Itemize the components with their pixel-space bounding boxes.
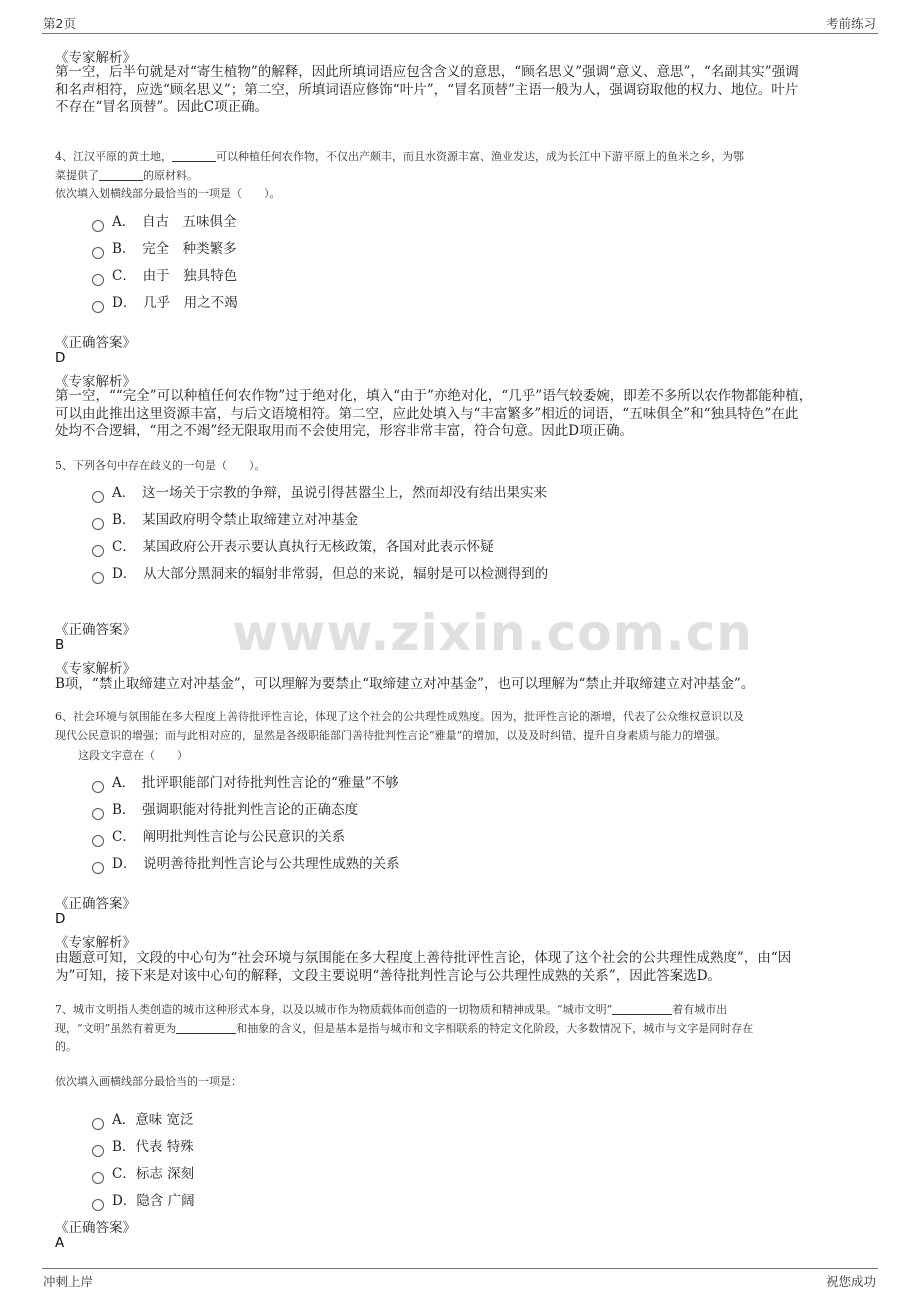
expert-analysis-label: 《专家解析》 [55,935,136,951]
radio-button-icon[interactable] [92,1199,104,1211]
radio-button-icon[interactable] [92,518,104,530]
footer-left-text: 冲刺上岸 [43,1274,94,1289]
q7-stem-text: 现，“文明”虽然有着更为 [55,1021,177,1035]
correct-answer-label: 《正确答案》 [55,622,136,638]
q4-option-c[interactable] [92,264,237,284]
analysis-line: 为”可知，接下来是对该中心句的解释，文段主要说明“善待批判性言论与公共理性成熟的关系”，因此答案选D。 [55,967,722,984]
analysis-line: 处均不合逻辑，“用之不竭”经无限取用而不会使用完，形容非常丰富，符合句意。因此D项正确。 [55,423,634,439]
radio-button-icon[interactable] [92,808,104,820]
q4-instruction: 依次填入划横线部分最恰当的一项是（ ）。 [55,187,281,200]
page-number: 第2页 [43,16,76,31]
q3-analysis [55,64,865,117]
option-label: C． 阐明批判性言论与公民意识的关系 [112,829,346,845]
radio-button-icon[interactable] [92,274,104,286]
header-rule [42,33,878,34]
fill-blank [612,1002,672,1015]
analysis-line: 可以由此推出这里资源丰富，与后文语境相符。第二空，应此处填入与“丰富繁多”相近的词语，“五味俱全”和“独具特色”在此 [55,405,799,422]
q6-answer: D [55,911,66,927]
correct-answer-label: 《正确答案》 [55,335,136,351]
q4-option-d[interactable] [92,291,238,311]
radio-button-icon[interactable] [92,1118,104,1130]
q4-option-a[interactable] [92,210,237,230]
q5-option-c[interactable] [92,535,494,555]
option-label: A． 这一场关于宗教的争辩，虽说引得甚嚣尘上，然而却没有结出果实来 [112,485,547,501]
q7-answer: A [55,1235,65,1251]
option-label: B． 强调职能对待批判性言论的正确态度 [112,802,359,818]
q6-analysis [55,950,870,985]
footer-right-text: 祝您成功 [825,1274,876,1289]
q4-analysis [55,388,870,441]
option-label: D． 说明善待批判性言论与公共理性成熟的关系 [112,856,400,872]
radio-button-icon[interactable] [92,1145,104,1157]
q7-stem [55,1001,875,1057]
q5-option-a[interactable] [92,481,547,501]
fill-blank [176,1021,236,1034]
option-label: A． 自古 五味俱全 [112,214,237,230]
q6-option-a[interactable] [92,771,399,791]
q5-option-d[interactable] [92,562,548,582]
option-label: B．代表 特殊 [112,1139,194,1155]
q6-stem-line: 现代公民意识的增强；而与此相对应的，显然是各级职能部门善待批判性言论“雅量”的增加，以及及时纠错、提升自身素质与能力的增强。 [55,728,727,742]
q6-stem [55,708,875,745]
q6-option-b[interactable] [92,798,358,818]
radio-button-icon[interactable] [92,835,104,847]
q5-option-b[interactable] [92,508,358,528]
q7-stem-text: 7、城市文明指人类创造的城市这种形式本身，以及以城市作为物质载体而创造的一切物质和精神成果。“城市文明” [55,1003,613,1016]
fill-blank [99,168,143,181]
q7-option-b[interactable] [92,1135,194,1155]
fill-blank [172,149,216,162]
watermark: www.zixin.com.cn [232,604,753,662]
radio-button-icon[interactable] [92,572,104,584]
radio-button-icon[interactable] [92,545,104,557]
analysis-line: 和名声相符，应选“顾名思义”；第二空，所填词语应修饰“叶片”，“冒名顶替”主语一般为人，强调窃取他的权力、地位。叶片 [55,81,799,98]
option-label: D． 从大部分黑洞来的辐射非常弱，但总的来说，辐射是可以检测得到的 [112,566,549,582]
radio-button-icon[interactable] [92,781,104,793]
q5-answer: B [55,637,65,653]
option-label: C． 某国政府公开表示要认真执行无核政策，各国对此表示怀疑 [112,539,494,555]
option-label: C．标志 深刻 [112,1166,195,1182]
q7-instruction: 依次填入画横线部分最恰当的一项是： [55,1075,242,1088]
q6-instruction: 这段文字意在（ ） [78,749,188,762]
q7-stem-text: 着有城市出 [672,1003,728,1016]
option-label: D．隐含 广阔 [112,1193,195,1209]
radio-button-icon[interactable] [92,862,104,874]
q6-option-d[interactable] [92,852,400,872]
q4-stem-text: 4、江汉平原的黄土地， [55,150,172,163]
analysis-line: 第一空，““完全”可以种植任何农作物”过于绝对化，填入“由于”亦绝对化，“几乎”语气较委婉，即差不多所以农作物都能种植， [55,388,813,404]
q4-stem-text: 的原材料。 [143,168,198,182]
q7-option-d[interactable] [92,1189,195,1209]
radio-button-icon[interactable] [92,301,104,313]
option-label: A．意味 宽泛 [112,1112,194,1128]
option-label: C． 由于 独具特色 [112,268,238,284]
q7-stem-text: 的。 [55,1040,77,1053]
q4-stem [55,148,875,204]
option-label: D． 几乎 用之不竭 [112,295,238,311]
q5-analysis [55,676,870,694]
q4-stem-text: 菜提供了 [55,168,99,182]
q4-stem-text: 可以种植任何农作物，不仅出产颇丰，而且水资源丰富、渔业发达，成为长江中下游平原上的鱼米之乡，为鄂 [216,150,744,163]
q4-option-b[interactable] [92,237,237,257]
analysis-line: B项，“禁止取缔建立对冲基金”，可以理解为要禁止“取缔建立对冲基金”，也可以理解为“禁止并取缔建立对冲基金”。 [55,676,755,692]
q6-option-c[interactable] [92,825,345,845]
option-label: B． 完全 种类繁多 [112,241,237,257]
expert-analysis-label: 《专家解析》 [55,374,136,390]
analysis-line: 不存在“冒名顶替”。因此C项正确。 [55,99,269,115]
q7-option-c[interactable] [92,1162,194,1182]
q4-answer: D [55,350,66,366]
analysis-line: 第一空，后半句就是对“寄生植物”的解释，因此所填词语应包含含义的意思，“顾名思义”强调“意义、意思”，“名副其实”强调 [55,64,799,80]
q6-stem-line: 6、社会环境与氛围能在多大程度上善待批评性言论，体现了这个社会的公共理性成熟度。因为，批评性言论的渐增，代表了公众维权意识以及 [55,710,744,723]
expert-analysis-label: 《专家解析》 [55,661,136,677]
correct-answer-label: 《正确答案》 [55,896,136,912]
radio-button-icon[interactable] [92,220,104,232]
radio-button-icon[interactable] [92,491,104,503]
analysis-line: 由题意可知，文段的中心句为“社会环境与氛围能在多大程度上善待批评性言论，体现了这个社会的公共理性成熟度”，由“因 [55,950,792,966]
option-label: A． 批评职能部门对待批判性言论的“雅量”不够 [112,775,399,791]
radio-button-icon[interactable] [92,1172,104,1184]
q7-option-a[interactable] [92,1108,194,1128]
q5-stem: 5、下列各句中存在歧义的一句是（ ）。 [55,459,266,472]
correct-answer-label: 《正确答案》 [55,1220,136,1236]
footer-rule [42,1268,878,1269]
expert-analysis-label: 《专家解析》 [55,50,136,66]
q7-stem-text: 和抽象的含义，但是基本是指与城市和文字相联系的特定文化阶段，大多数情况下，城市与文字是同时存在 [236,1021,754,1035]
header-title: 考前练习 [825,16,876,31]
radio-button-icon[interactable] [92,247,104,259]
option-label: B． 某国政府明令禁止取缔建立对冲基金 [112,512,359,528]
